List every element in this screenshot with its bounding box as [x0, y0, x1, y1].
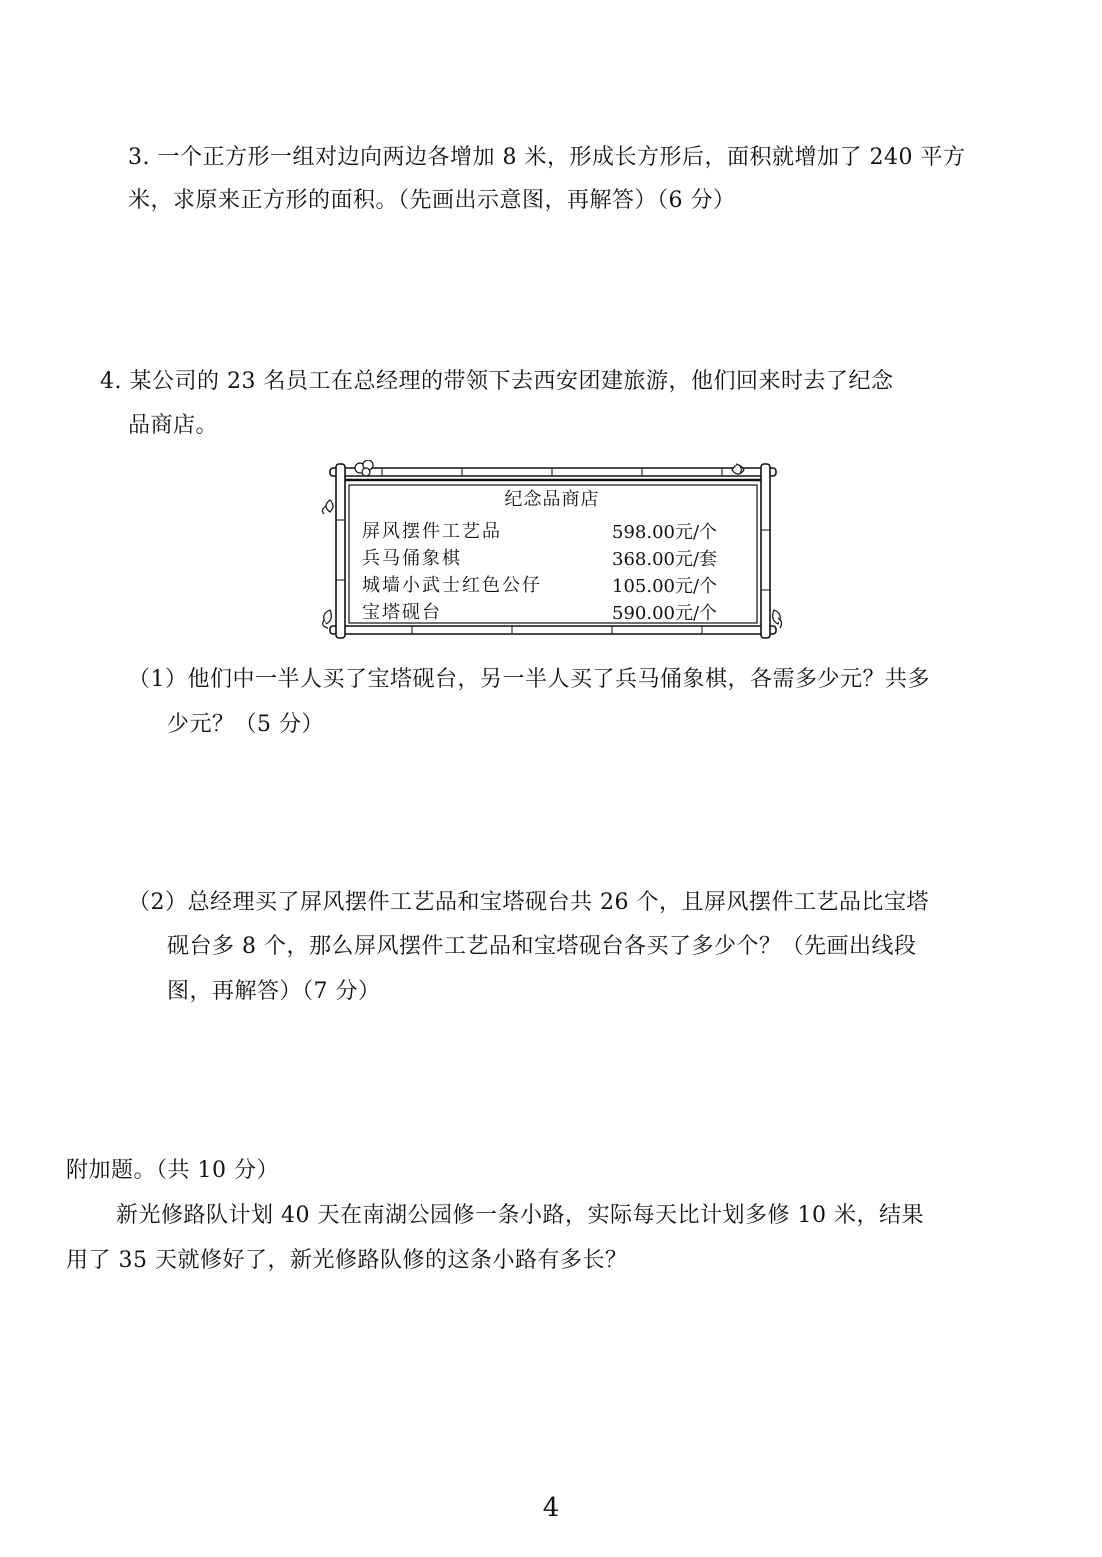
bonus-line-1: 新光修路队计划 40 天在南湖公园修一条小路，实际每天比计划多修 10 米，结果	[116, 1203, 924, 1228]
q3-line-1: 3. 一个正方形一组对边向两边各增加 8 米，形成长方形后，面积就增加了 240 平方	[128, 145, 966, 170]
bonus-line-2: 用了 35 天就修好了，新光修路队修的这条小路有多长？	[66, 1248, 628, 1273]
q4-line-2: 品商店。	[128, 413, 219, 438]
sign-item-price: 368.00元/套	[612, 549, 718, 570]
sign-item-name: 兵马俑象棋	[362, 548, 462, 569]
sign-item-price: 590.00元/个	[612, 603, 718, 624]
q3-line-2: 米，求原来正方形的面积。（先画出示意图，再解答）（6 分）	[128, 188, 736, 213]
q4-sub1-line-1: （1）他们中一半人买了宝塔砚台，另一半人买了兵马俑象棋，各需多少元？共多	[128, 667, 930, 692]
q4-sub2-line-1: （2）总经理买了屏风摆件工艺品和宝塔砚台共 26 个，且屏风摆件工艺品比宝塔	[128, 890, 929, 915]
sign-item-price: 598.00元/个	[612, 522, 718, 543]
q4-line-1: 4. 某公司的 23 名员工在总经理的带领下去西安团建旅游，他们回来时去了纪念	[100, 369, 894, 394]
sign-item-price: 105.00元/个	[612, 576, 718, 597]
souvenir-shop-sign	[322, 460, 782, 640]
q4-sub2-line-3: 图，再解答）（7 分）	[167, 979, 381, 1004]
sign-item-name: 宝塔砚台	[362, 602, 442, 623]
bonus-heading: 附加题。（共 10 分）	[66, 1158, 279, 1183]
q4-sub2-line-2: 砚台多 8 个，那么屏风摆件工艺品和宝塔砚台各买了多少个？（先画出线段	[167, 934, 917, 959]
sign-title: 纪念品商店	[504, 489, 600, 510]
q4-sub1-line-2: 少元？（5 分）	[167, 712, 324, 737]
sign-item-name: 屏风摆件工艺品	[362, 521, 502, 542]
sign-item-name: 城墙小武士红色公仔	[362, 575, 542, 596]
page-number: 4	[542, 1493, 560, 1523]
